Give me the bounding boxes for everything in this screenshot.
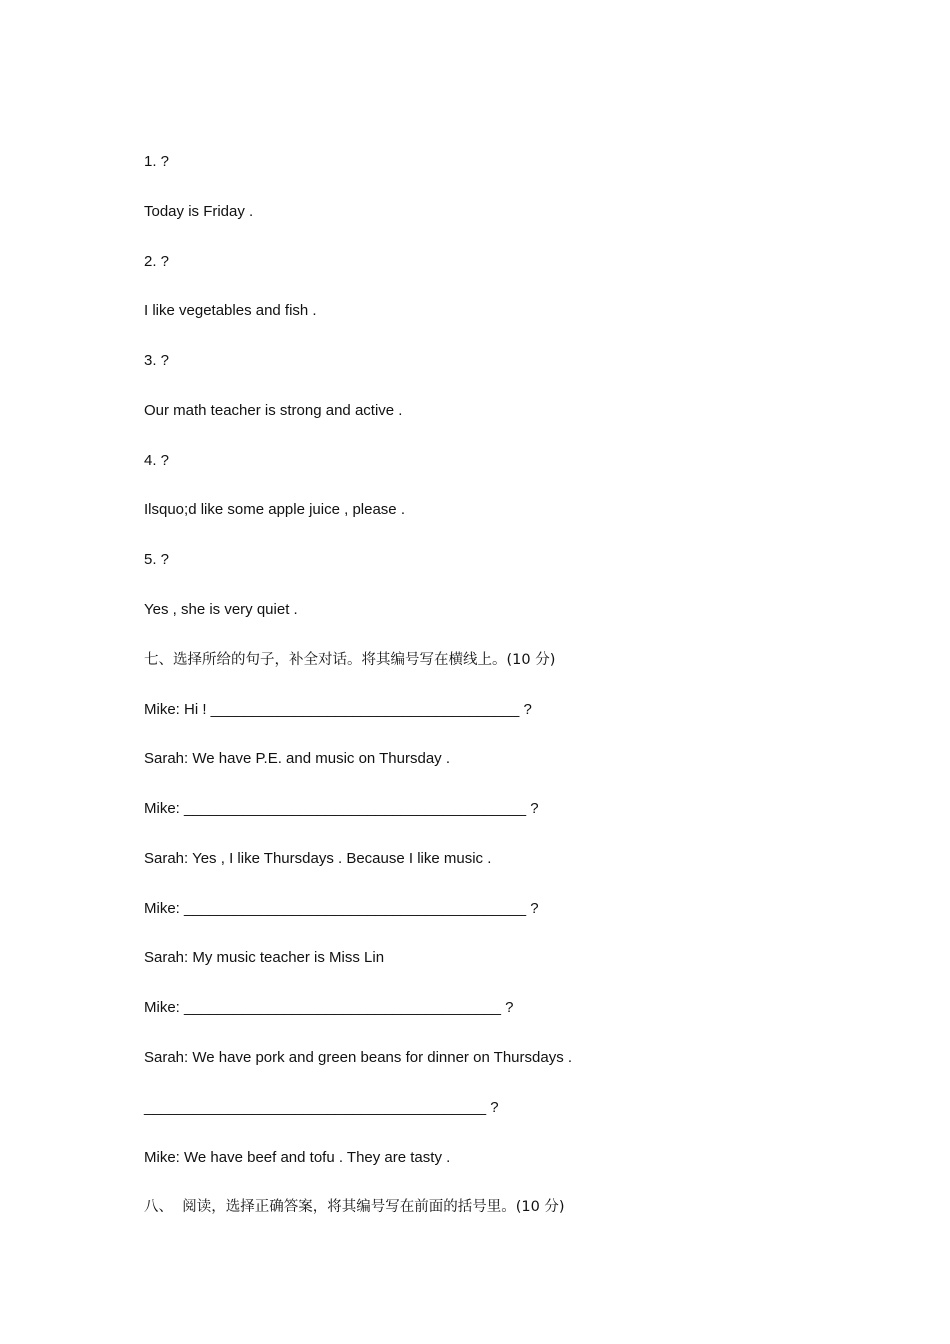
section-7-heading: 七、选择所给的句子，补全对话。将其编号写在横线上。(10 分) [144, 652, 556, 668]
dialogue-line-5: Mike: _________________________________________ ? [144, 900, 539, 917]
dialogue-line-10: Mike: We have beef and tofu . They are tasty . [144, 1149, 451, 1166]
dialogue-line-6: Sarah: My music teacher is Miss Lin [144, 949, 385, 966]
answer-5: Yes , she is very quiet . [144, 601, 298, 618]
dialogue-line-8: Sarah: We have pork and green beans for dinner on Thursdays . [144, 1049, 573, 1066]
dialogue-line-3: Mike: _________________________________________ ? [144, 800, 539, 817]
dialogue-line-1: Mike: Hi ! _____________________________________ ? [144, 701, 532, 718]
dialogue-line-4: Sarah: Yes , I like Thursdays . Because I like music . [144, 850, 492, 867]
question-3: 3. ? [144, 352, 170, 369]
dialogue-line-7: Mike: ______________________________________ ? [144, 999, 514, 1016]
question-5: 5. ? [144, 551, 170, 568]
answer-4: Ilsquo;d like some apple juice , please . [144, 501, 405, 518]
question-4: 4. ? [144, 452, 170, 469]
section-8-heading: 八、 阅读，选择正确答案，将其编号写在前面的括号里。(10 分) [144, 1199, 565, 1215]
dialogue-line-2: Sarah: We have P.E. and music on Thursday . [144, 750, 451, 767]
answer-1: Today is Friday . [144, 203, 254, 220]
answer-2: I like vegetables and fish . [144, 302, 317, 319]
answer-3: Our math teacher is strong and active . [144, 402, 403, 419]
dialogue-line-9: _________________________________________ ? [144, 1099, 499, 1116]
question-2: 2. ? [144, 253, 170, 270]
question-1: 1. ? [144, 153, 170, 170]
